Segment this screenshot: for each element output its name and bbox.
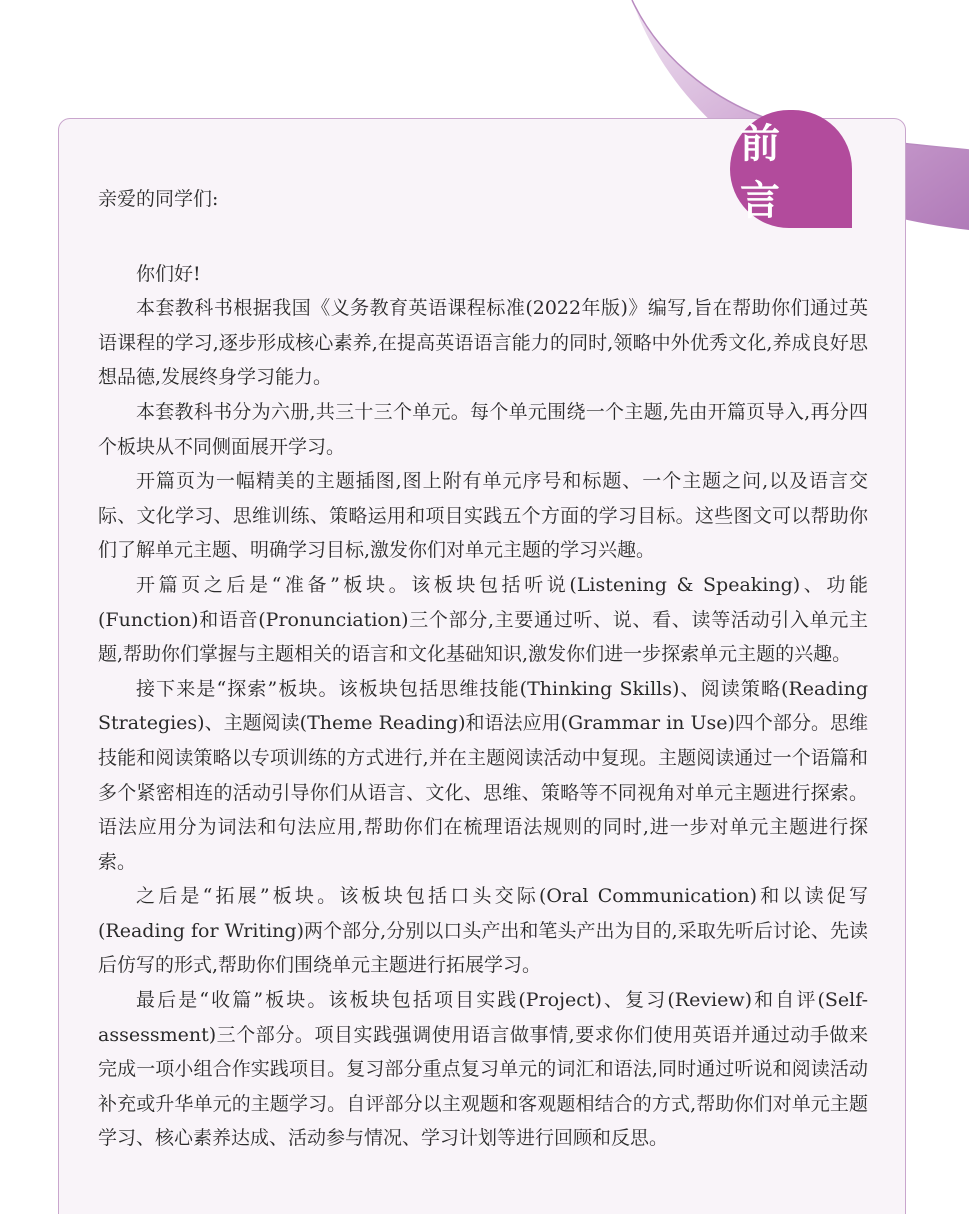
paragraph: 你们好! [136, 262, 201, 285]
paragraph: 开篇页为一幅精美的主题插图,图上附有单元序号和标题、一个主题之问,以及语言交际、文化学习、思维训练、策略运用和项目实践五个方面的学习目标。这些图文可以帮助你们了解单元主题、明确学习目标,激发你们对单元主题的学习兴趣。 [98, 470, 868, 562]
paragraph: 开篇页之后是“准备”板块。该板块包括听说(Listening & Speaking)、功能(Function)和语音(Pronunciation)三个部分,主要通过听、说、看、读等活动引入单元主题,帮助你们掌握与主题相关的语言和文化基础知识,激发你们进一步探索单元主题的兴趣。 [98, 573, 868, 666]
badge-title: 前 言 [740, 120, 790, 224]
letter-body [98, 182, 868, 1156]
paragraph: 本套教科书根据我国《义务教育英语课程标准(2022年版)》编写,旨在帮助你们通过英语课程的学习,逐步形成核心素养,在提高英语语言能力的同时,领略中外优秀文化,养成良好思想品德,发展终身学习能力。 [98, 297, 868, 389]
salutation: 亲爱的同学们: [98, 188, 219, 210]
paragraph: 本套教科书分为六册,共三十三个单元。每个单元围绕一个主题,先由开篇页导入,再分四个板块从不同侧面展开学习。 [98, 400, 868, 458]
paragraph: 之后是“拓展”板块。该板块包括口头交际(Oral Communication)和以读促写(Reading for Writing)两个部分,分别以口头产出和笔头产出为目的,采取先听后讨论、先读后仿写的形式,帮助你们围绕单元主题进行拓展学习。 [98, 885, 868, 977]
paragraph: 最后是“收篇”板块。该板块包括项目实践(Project)、复习(Review)和自评(Self-assessment)三个部分。项目实践强调使用语言做事情,要求你们使用英语并通过动手做来完成一项小组合作实践项目。复习部分重点复习单元的词汇和语法,同时通过听说和阅读活动补充或升华单元的主题学习。自评部分以主观题和客观题相结合的方式,帮助你们对单元主题学习、核心素养达成、活动参与情况、学习计划等进行回顾和反思。 [98, 989, 868, 1150]
paragraph: 接下来是“探索”板块。该板块包括思维技能(Thinking Skills)、阅读策略(Reading Strategies)、主题阅读(Theme Reading)和语法应用(Grammar in Use)四个部分。思维技能和阅读策略以专项训练的方式进行,并在主题阅读活动中复现。主题阅读通过一个语篇和多个紧密相连的活动引导你们从语言、文化、思维、策略等不同视角对单元主题进行探索。语法应用分为词法和句法应用,帮助你们在梳理语法规则的同时,进一步对单元主题进行探索。 [98, 677, 868, 873]
